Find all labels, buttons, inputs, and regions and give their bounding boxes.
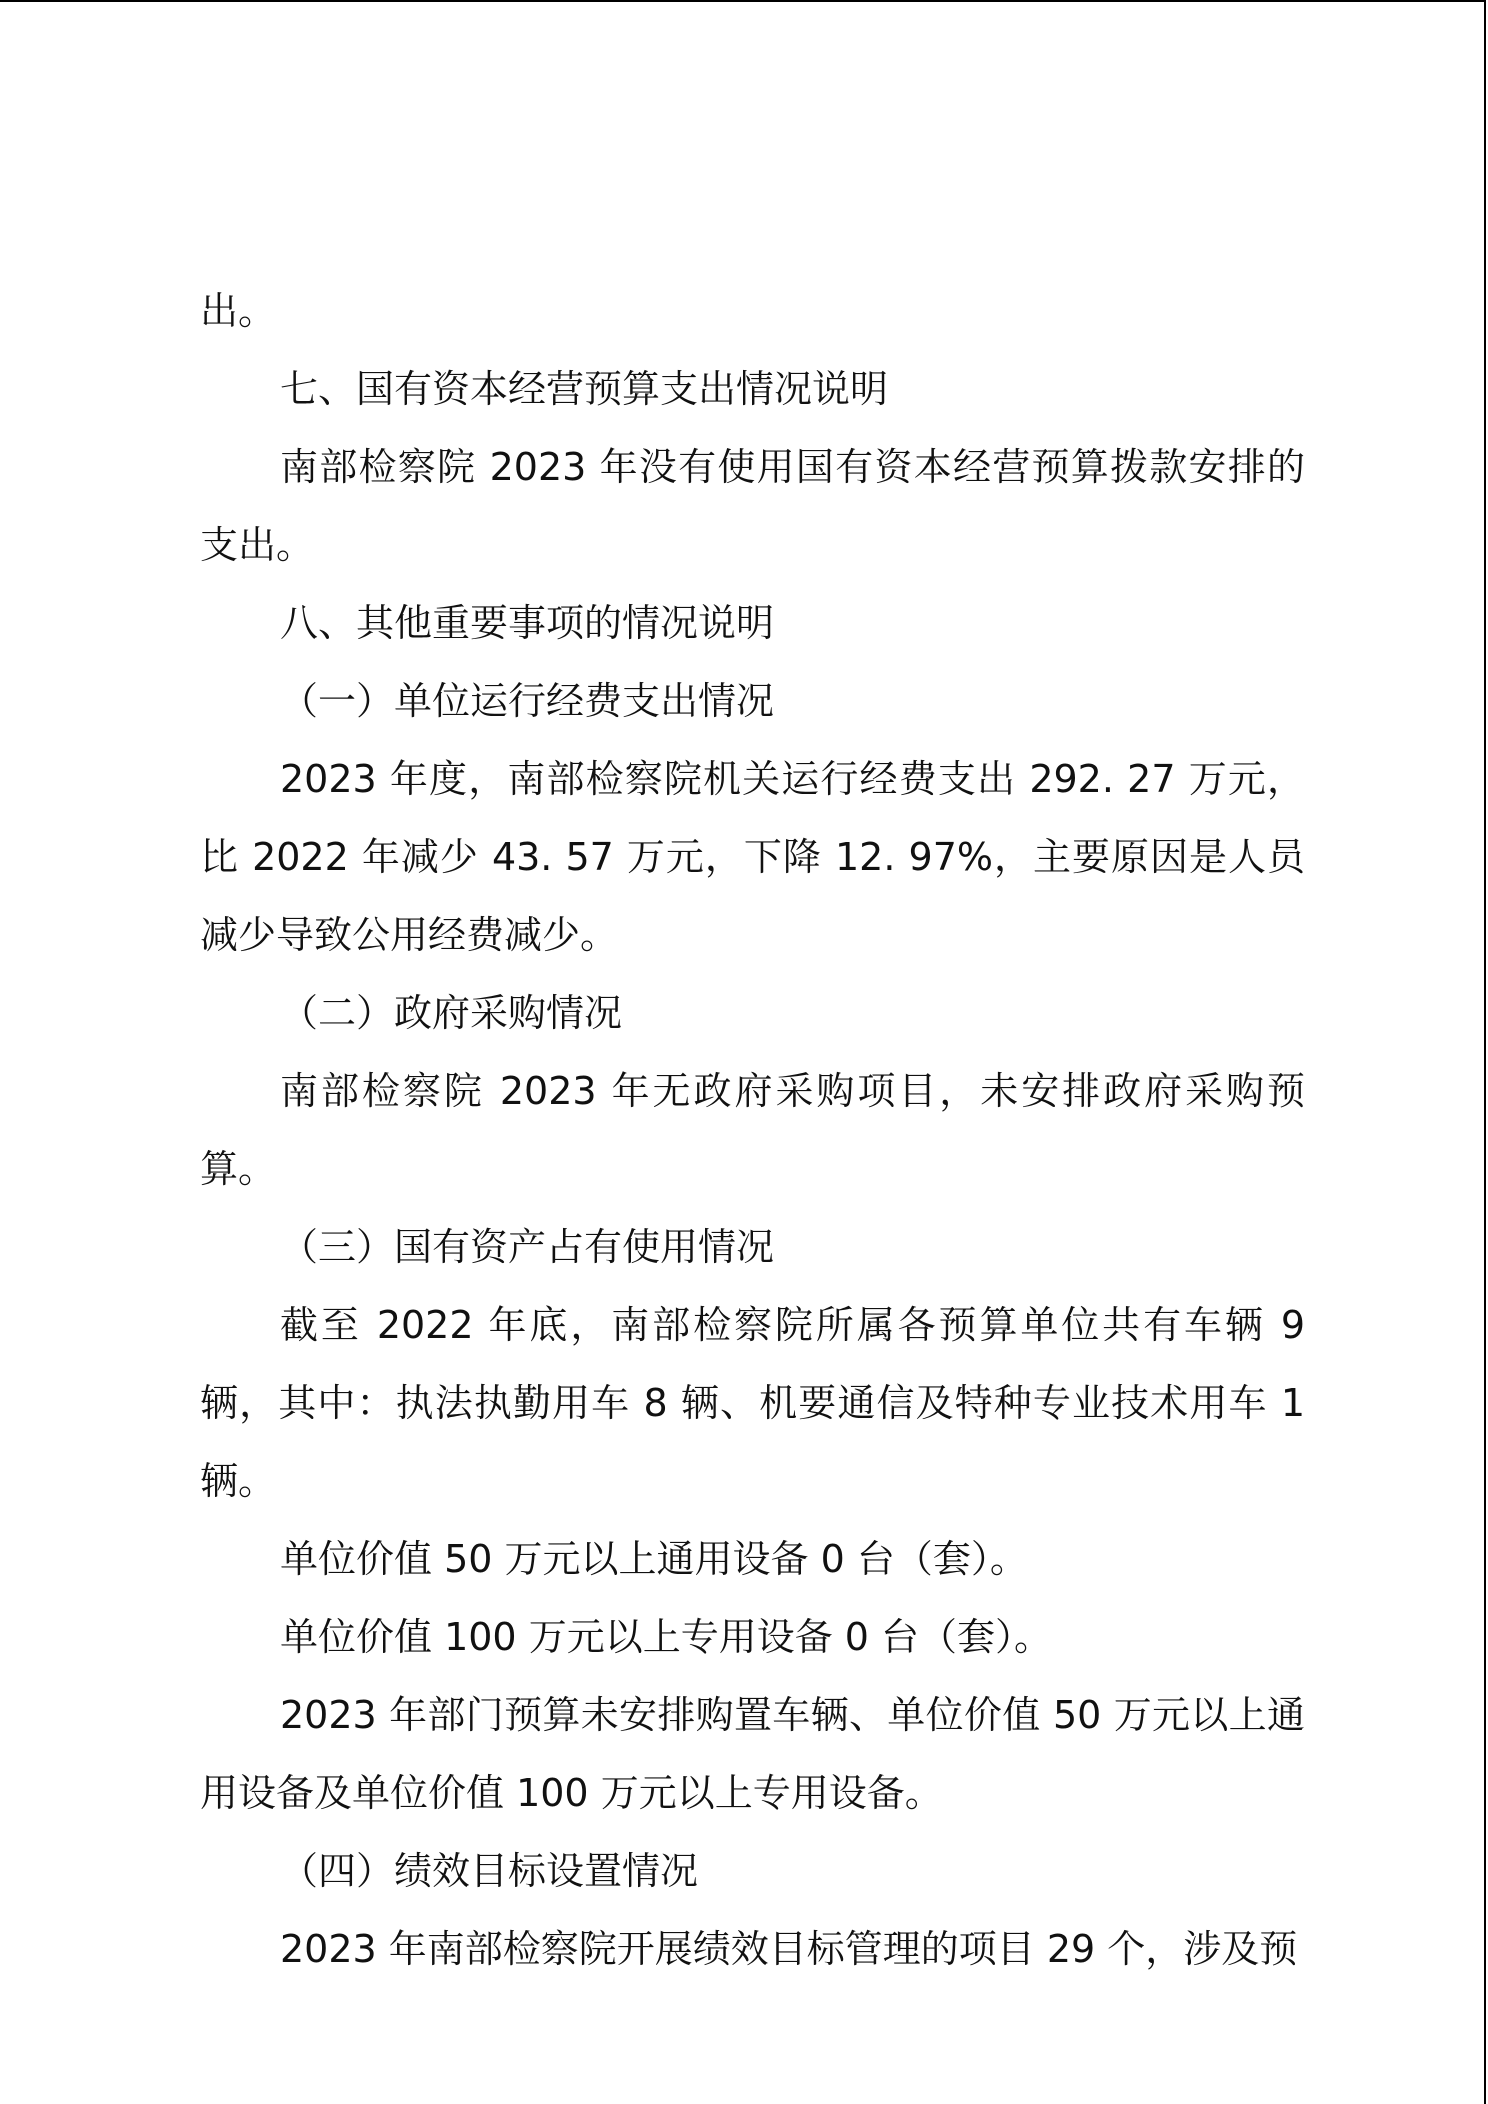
paragraph: 南部检察院 2023 年没有使用国有资本经营预算拨款安排的支出。 [200, 445, 1305, 567]
paragraph: 单位价值 100 万元以上专用设备 0 台（套）。 [280, 1615, 1053, 1659]
paragraph: 单位价值 50 万元以上通用设备 0 台（套）。 [280, 1537, 1028, 1581]
paragraph: 截至 2022 年底，南部检察院所属各预算单位共有车辆 9 辆，其中：执法执勤用车 8 辆、机要通信及特种专业技术用车 1 辆。 [200, 1303, 1305, 1503]
subsection-heading-4: （四）绩效目标设置情况 [280, 1849, 699, 1893]
document-body [200, 272, 1305, 1988]
subsection-heading-1: （一）单位运行经费支出情况 [280, 679, 775, 723]
paragraph-continuation: 出。 [200, 289, 277, 333]
section-heading-8: 八、其他重要事项的情况说明 [280, 601, 775, 645]
section-heading-7: 七、国有资本经营预算支出情况说明 [280, 367, 889, 411]
subsection-heading-2: （二）政府采购情况 [280, 991, 623, 1035]
paragraph: 2023 年南部检察院开展绩效目标管理的项目 29 个，涉及预 [280, 1927, 1298, 1971]
paragraph: 南部检察院 2023 年无政府采购项目，未安排政府采购预算。 [200, 1069, 1305, 1191]
paragraph: 2023 年度，南部检察院机关运行经费支出 292. 27 万元，比 2022 年减少 43. 57 万元，下降 12. 97%，主要原因是人员减少导致公用经费减少。 [200, 757, 1305, 957]
paragraph: 2023 年部门预算未安排购置车辆、单位价值 50 万元以上通用设备及单位价值 100 万元以上专用设备。 [200, 1693, 1305, 1815]
subsection-heading-3: （三）国有资产占有使用情况 [280, 1225, 775, 1269]
